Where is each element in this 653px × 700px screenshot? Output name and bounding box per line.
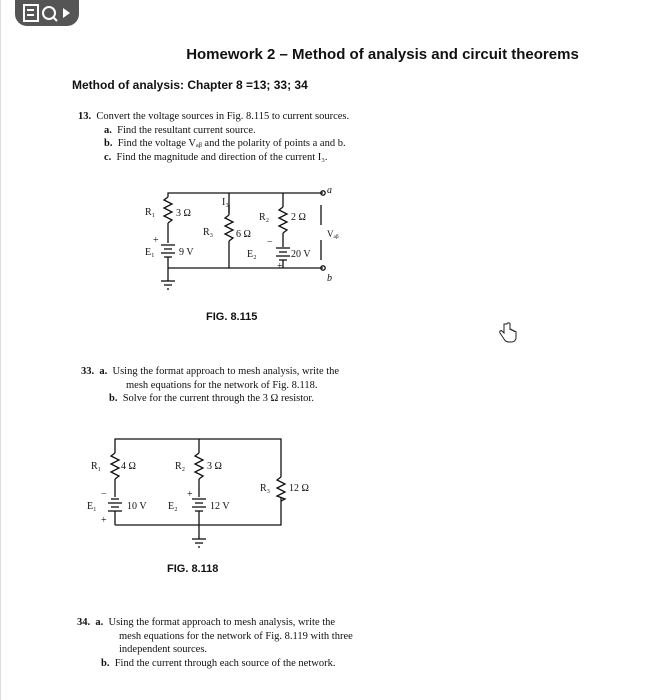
label-vab: Vₐᵦ: [327, 229, 339, 239]
terminal-a: a: [327, 185, 332, 196]
terminal-b: b: [327, 273, 332, 284]
label-e2: E₂: [247, 249, 257, 260]
part-text: Find the resultant current source.: [117, 124, 256, 136]
value-r2: 2 Ω: [291, 212, 306, 223]
figure-8-118: [83, 435, 343, 560]
value-r2: 3 Ω: [207, 461, 222, 472]
part-text: Using the format approach to mesh analysis, write the: [112, 366, 340, 377]
label-r3: R₃: [260, 483, 271, 494]
part-label: a.: [99, 366, 108, 377]
label-r3: R₃: [203, 227, 214, 238]
part-label: b.: [104, 138, 113, 149]
problem-intro: Convert the voltage sources in Fig. 8.115 to current sources.: [96, 111, 350, 122]
part-text-continued: independent sources.: [119, 644, 208, 655]
value-e2: 20 V: [291, 249, 311, 260]
label-e1: E₁: [145, 247, 155, 258]
value-r1: 3 Ω: [176, 208, 191, 219]
part-text: Find the current through each source of the network.: [114, 657, 336, 669]
part-label: a.: [104, 124, 112, 136]
value-r1: 4 Ω: [121, 461, 136, 472]
part-label: b.: [101, 657, 110, 669]
value-r3: 6 Ω: [236, 229, 251, 240]
label-e2: E₂: [168, 501, 178, 512]
problem-number: 33.: [81, 366, 95, 377]
label-e1: E₁: [87, 501, 97, 512]
label-r1: R₁: [91, 461, 102, 472]
part-text: Find the magnitude and direction of the current I₃.: [116, 151, 328, 163]
value-e1: 9 V: [179, 247, 194, 258]
figure-8-115: [131, 185, 361, 305]
part-text: Solve for the current through the 3 Ω resistor.: [122, 393, 314, 404]
value-e2: 12 V: [210, 501, 230, 512]
part-label: a.: [95, 617, 104, 628]
label-r1: R₁: [145, 207, 156, 218]
label-r2: R₂: [175, 461, 186, 472]
part-text: Using the format approach to mesh analysis, write the: [108, 617, 336, 628]
value-e1: 10 V: [127, 501, 147, 512]
hand-pointer-icon: [498, 322, 518, 344]
e1-minus: −: [101, 489, 107, 500]
part-text-continued: mesh equations for the network of Fig. 8.118.: [126, 379, 318, 391]
label-i3: I₃: [222, 197, 229, 208]
screen-capture-logo-icon[interactable]: [15, 0, 79, 26]
problem-number: 13.: [78, 111, 92, 122]
part-label: c.: [104, 151, 112, 163]
value-r3: 12 Ω: [289, 483, 309, 494]
part-label: b.: [109, 393, 118, 404]
e2-plus: +: [277, 261, 283, 272]
e2-plus: +: [187, 489, 193, 500]
caption-fig-8-118: FIG. 8.118: [167, 563, 219, 575]
problem-13: [78, 110, 438, 164]
caption-fig-8-115: FIG. 8.115: [206, 311, 258, 323]
e2-minus: −: [267, 237, 273, 248]
e1-plus: +: [101, 515, 107, 526]
problem-number: 34.: [77, 617, 91, 628]
e1-plus: +: [153, 235, 159, 246]
section-subtitle: Method of analysis: Chapter 8 =13; 33; 34: [72, 78, 308, 92]
problem-33: [81, 365, 441, 406]
part-text-continued: mesh equations for the network of Fig. 8.119 with three: [119, 630, 353, 642]
label-r2: R₂: [259, 212, 270, 223]
page-title: Homework 2 – Method of analysis and circuit theorems: [186, 46, 579, 63]
part-text: Find the voltage Vₐᵦ and the polarity of points a and b.: [117, 138, 346, 149]
problem-34: [77, 616, 457, 670]
